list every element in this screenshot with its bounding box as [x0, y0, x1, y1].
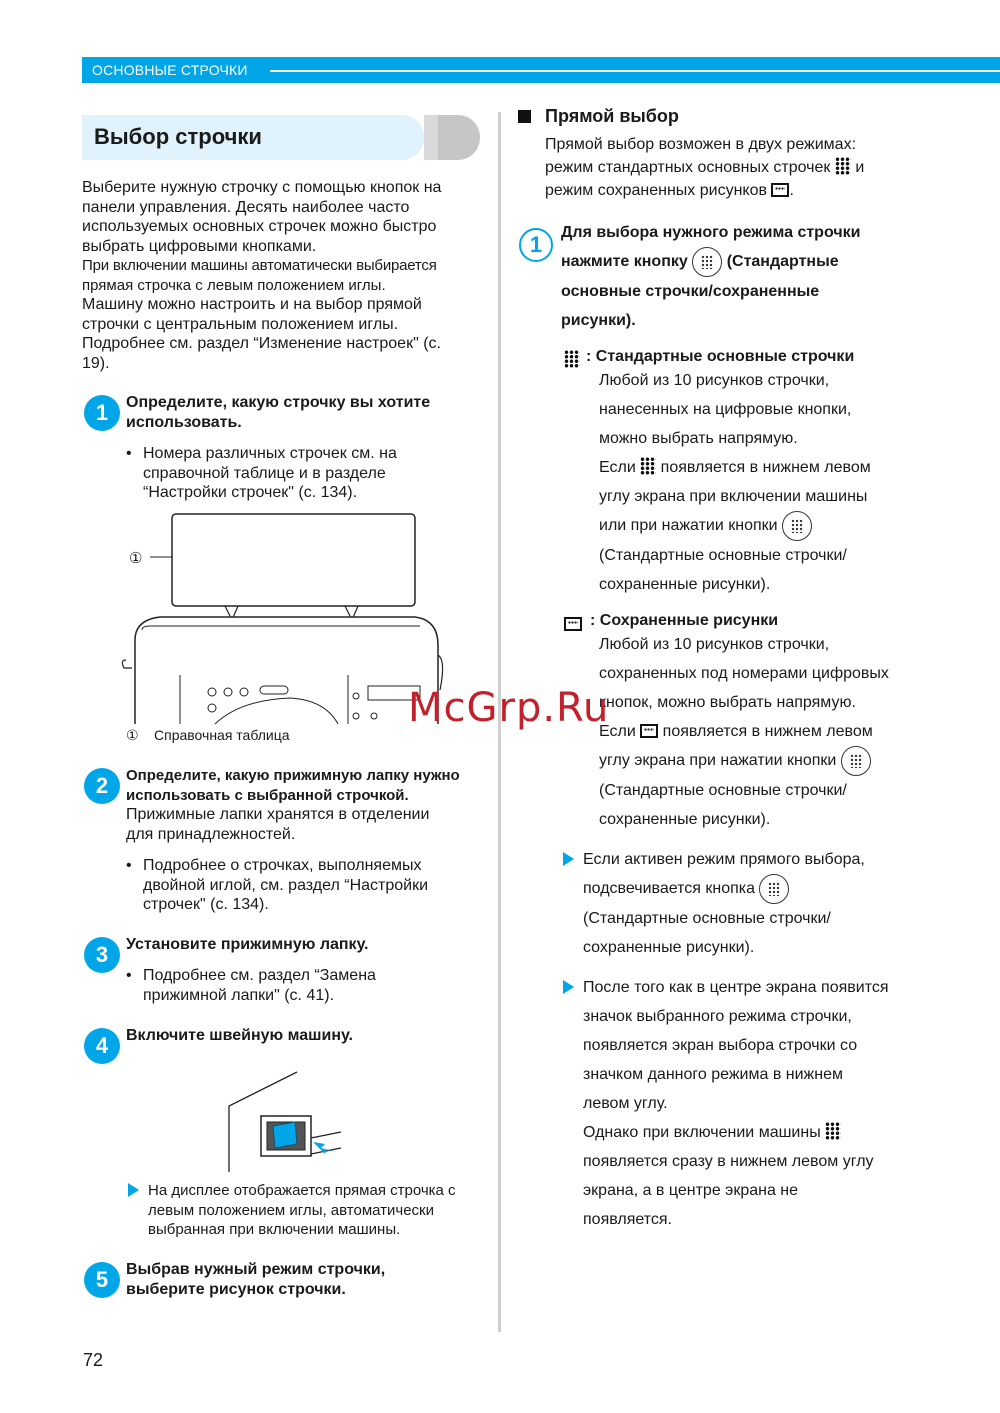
section-header-title: ОСНОВНЫЕ СТРОЧКИ	[92, 62, 248, 78]
reference-card	[172, 514, 415, 606]
step-3-bullet	[143, 966, 473, 1005]
text-line: подсвечивается кнопка	[583, 874, 983, 904]
watermark: McGrp.Ru	[408, 685, 610, 731]
intro-line: панели управления. Десять наиболее часто	[82, 198, 410, 216]
result-line: На дисплее отображается прямая строчка с	[148, 1182, 456, 1199]
text-line: углу экрана при включении машины	[599, 488, 868, 505]
panel-dot	[224, 688, 232, 696]
text-line: Однако при включении машины	[583, 1118, 983, 1147]
intro-line: прямая строчка с левым положением иглы.	[82, 276, 386, 294]
section-heading: Прямой выбор	[545, 106, 679, 126]
text-line: сохраненные рисунки).	[599, 811, 771, 828]
text-line: значок выбранного режима строчки,	[583, 1008, 852, 1025]
panel-dot	[353, 713, 359, 719]
section-text-line: Прямой выбор возможен в двух режимах:	[545, 136, 857, 153]
step-2-number: 2	[84, 768, 120, 804]
text-line: значком данного режима в нижнем	[583, 1066, 843, 1083]
saved-pattern-icon	[564, 617, 582, 631]
text-line: Если появляется в нижнем левом	[599, 723, 873, 740]
page-number: 72	[83, 1350, 104, 1370]
text-line: Если активен режим прямого выбора,	[583, 851, 865, 868]
step-heading-line: Выбрав нужный режим строчки,	[126, 1261, 386, 1278]
step-3-heading	[126, 935, 486, 955]
figure-caption-num: ①	[126, 727, 139, 743]
standard-stitch-icon	[640, 457, 656, 475]
text-line: Любой из 10 рисунков строчки,	[599, 636, 830, 653]
stitch-mode-button-icon	[759, 874, 789, 904]
intro-line: 19).	[82, 354, 110, 372]
heading-line: основные строчки/сохраненные	[561, 283, 820, 300]
right-result-1	[583, 845, 983, 962]
intro-paragraph	[82, 178, 482, 373]
step-4-number: 4	[84, 1028, 120, 1064]
section-square-icon	[518, 110, 531, 123]
text-line: экрана, а в центре экрана не	[583, 1182, 799, 1199]
text-line: (Стандартные основные строчки/	[599, 782, 847, 799]
mode-saved-label: : Сохраненные рисунки	[590, 612, 779, 629]
intro-line: Подробнее см. раздел “Изменение настроек" (с.	[82, 335, 441, 352]
intro-line: Машину можно настроить и на выбор прямой	[82, 296, 422, 313]
text-line: появляется.	[583, 1211, 672, 1228]
result-arrow-icon	[128, 1183, 139, 1197]
result-line: выбранная при включении машины.	[148, 1221, 401, 1238]
step-4-result	[148, 1181, 488, 1240]
power-switch	[273, 1122, 297, 1148]
page-title: Выбор строчки	[94, 124, 262, 149]
bullet-dot: •	[126, 967, 132, 984]
text-line: сохраненные рисунки).	[599, 576, 771, 593]
result-arrow-icon	[563, 852, 574, 866]
bullet-line: Подробнее о строчках, выполняемых	[143, 857, 422, 874]
stitch-mode-button-icon	[841, 746, 871, 776]
heading-line: рисунки).	[561, 312, 636, 329]
section-text	[545, 133, 965, 202]
panel-dot	[208, 704, 216, 712]
text-line: можно выбрать напрямую.	[599, 430, 798, 447]
text-line: После того как в центре экрана появится	[583, 979, 889, 996]
panel-button	[260, 686, 288, 694]
header-rule	[270, 70, 1000, 72]
bullet-line: Номера различных строчек см. на	[143, 445, 397, 462]
bullet-line: двойной иглой, см. раздел “Настройки	[143, 876, 429, 894]
text-line: кнопок, можно выбрать напрямую.	[599, 694, 856, 711]
stitch-mode-button-icon	[692, 247, 722, 277]
bullet-line: Подробнее см. раздел “Замена	[143, 967, 376, 984]
mode-saved-text	[599, 630, 989, 834]
figure-caption: Справочная таблица	[154, 727, 290, 743]
text-line: сохраненных под номерами цифровых	[599, 665, 889, 682]
step-5-number: 5	[84, 1262, 120, 1298]
step-1-number: 1	[84, 395, 120, 431]
text-line: или при нажатии кнопки	[599, 511, 989, 541]
step-1-bullet	[143, 444, 473, 503]
section-text-line: режим сохраненных рисунков .	[545, 182, 794, 199]
text-line: углу экрана при нажатии кнопки	[599, 746, 989, 776]
step-1-heading	[126, 393, 486, 433]
step-heading-line: Включите швейную машину.	[126, 1027, 353, 1044]
step-heading-line: Установите прижимную лапку.	[126, 936, 369, 953]
step-heading-line: Определите, какую прижимную лапку нужно	[126, 767, 460, 784]
panel-dot	[208, 688, 216, 696]
panel-dot	[353, 693, 359, 699]
step-heading-line: выберите рисунок строчки.	[126, 1281, 346, 1298]
text-line: появляется экран выбора строчки со	[583, 1037, 858, 1054]
text-line: сохраненные рисунки).	[583, 939, 755, 956]
bullet-dot: •	[126, 445, 132, 462]
step-text-line: Прижимные лапки хранятся в отделении	[126, 806, 430, 823]
step-text-line: для принадлежностей.	[126, 825, 296, 843]
panel-line	[311, 1132, 341, 1138]
power-switch-figure	[225, 1068, 345, 1174]
step-2-bullet	[143, 856, 473, 915]
intro-line: выбрать цифровыми кнопками.	[82, 237, 317, 255]
result-line: левым положением иглы, автоматически	[148, 1201, 435, 1219]
panel-dot	[371, 713, 377, 719]
heading-line: Для выбора нужного режима строчки	[561, 224, 861, 241]
step-3-number: 3	[84, 937, 120, 973]
machine-handle	[122, 660, 132, 668]
text-line: появляется сразу в нижнем левом углу	[583, 1153, 874, 1170]
saved-pattern-icon	[771, 183, 789, 197]
standard-stitch-icon	[835, 157, 851, 175]
arrow-icon	[313, 1142, 337, 1154]
heading-line: нажмите кнопку (Стандартные	[561, 247, 981, 277]
bullet-dot: •	[126, 857, 132, 874]
bullet-line: строчек" (с. 134).	[143, 896, 269, 913]
intro-line: строчки с центральным положением иглы.	[82, 315, 399, 333]
text-line: (Стандартные основные строчки/	[599, 547, 847, 564]
text-line: левом углу.	[583, 1095, 668, 1112]
intro-line: Выберите нужную строчку с помощью кнопок на	[82, 179, 442, 196]
text-line: (Стандартные основные строчки/	[583, 910, 831, 927]
right-result-2	[583, 973, 983, 1234]
step-heading-line: использовать.	[126, 414, 242, 431]
figure-callout-1: ①	[129, 550, 143, 567]
mode-standard-label: : Стандартные основные строчки	[586, 348, 855, 365]
stitch-mode-button-icon	[782, 511, 812, 541]
bullet-line: прижимной лапки" (с. 41).	[143, 986, 335, 1004]
right-step-1-heading	[561, 218, 981, 335]
text-line: Любой из 10 рисунков строчки,	[599, 372, 830, 389]
section-text-line: режим стандартных основных строчек и	[545, 159, 865, 176]
step-5-heading	[126, 1260, 486, 1300]
mode-standard-text	[599, 366, 989, 599]
title-cap-dark	[438, 115, 480, 160]
bullet-line: “Настройки строчек" (с. 134).	[143, 484, 358, 501]
panel-dot	[240, 688, 248, 696]
right-step-1-number: 1	[519, 228, 553, 262]
saved-pattern-icon	[640, 724, 658, 738]
step-2-text	[126, 805, 486, 844]
text-line: нанесенных на цифровые кнопки,	[599, 401, 852, 418]
step-2-heading	[126, 766, 486, 806]
intro-line: При включении машины автоматически выбирается	[82, 257, 437, 274]
step-heading-line: использовать с выбранной строчкой.	[126, 787, 409, 804]
intro-line: используемых основных строчек можно быстро	[82, 218, 437, 235]
panel-line	[311, 1148, 341, 1154]
standard-stitch-icon	[825, 1122, 841, 1140]
bullet-line: справочной таблице и в разделе	[143, 464, 386, 482]
result-arrow-icon	[563, 980, 574, 994]
standard-stitch-icon	[564, 350, 580, 368]
step-4-heading	[126, 1026, 486, 1046]
step-heading-line: Определите, какую строчку вы хотите	[126, 394, 431, 411]
text-line: Если появляется в нижнем левом	[599, 459, 871, 476]
